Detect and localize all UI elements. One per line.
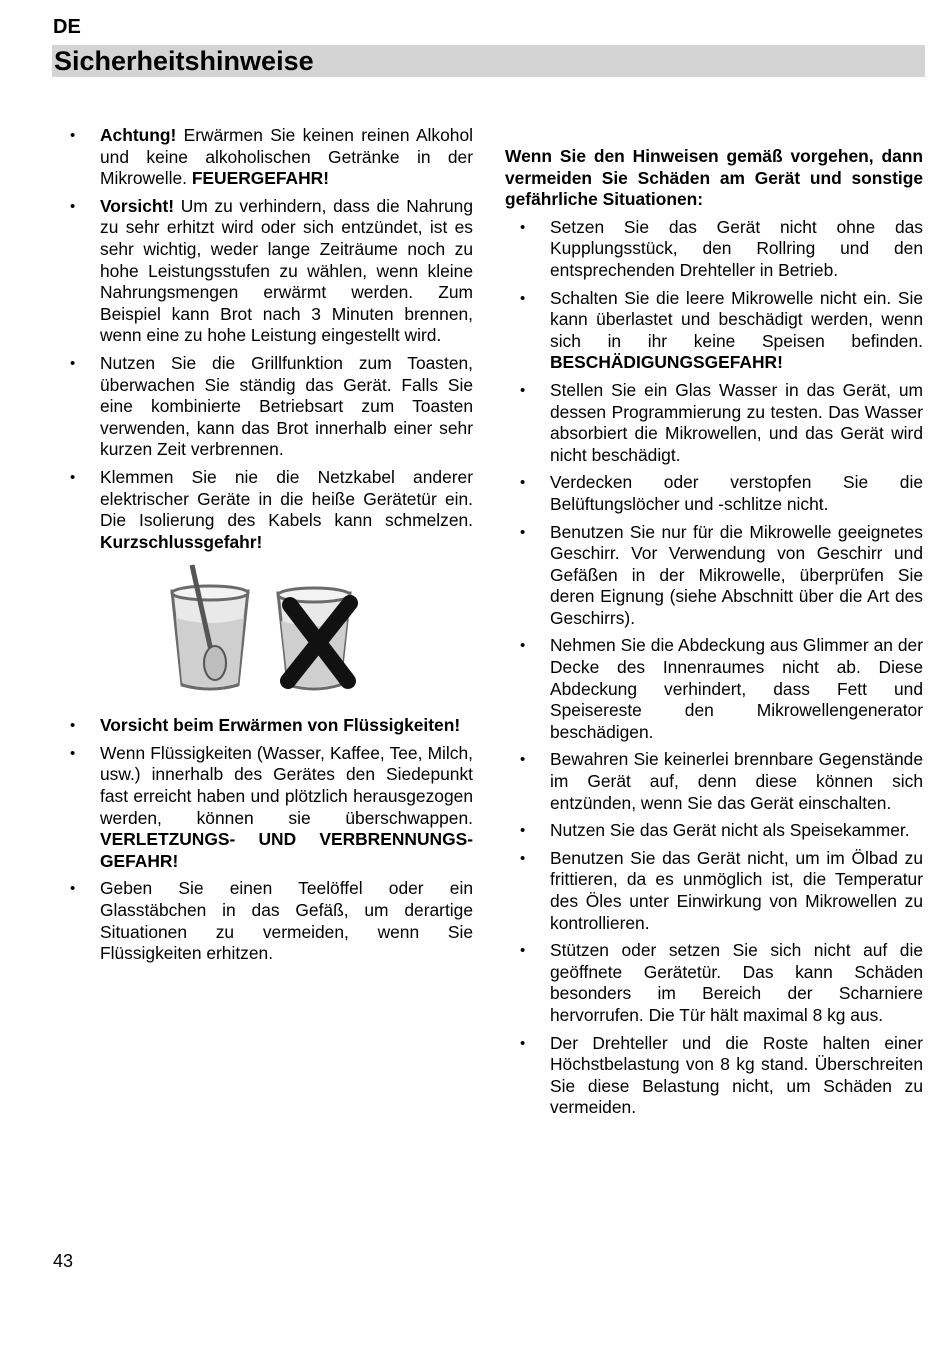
item-text: Verdecken oder verstopfen Sie die Belüftungslöcher und -schlitze nicht. <box>550 472 923 514</box>
right-column <box>505 146 923 1125</box>
item-text: Schalten Sie die leere Mikrowelle nicht ein. Sie kann überlastet und beschädigt werden, wenn sich in ihr keine Speisen befinden. <box>550 287 923 351</box>
page-number: 43 <box>53 1251 74 1271</box>
bullet-icon: • <box>70 468 76 486</box>
item-bold-warning: VERLETZUNGS- UND VERBRENNUNGS-GEFAHR! <box>100 829 473 871</box>
bullet-icon: • <box>70 717 76 735</box>
list-item <box>70 352 473 461</box>
list-item <box>70 125 473 190</box>
list-item <box>70 466 473 553</box>
right-list <box>505 217 923 1119</box>
item-text: Der Drehteller und die Roste halten einer Höchstbelastung von 8 kg stand. Überschreiten Sie diese Belastung nicht, um Schäden zu vermeiden. <box>550 1032 923 1118</box>
item-text: Nehmen Sie die Abdeckung aus Glimmer an der Decke des Innenraumes nicht ab. Diese Abdeckung verhindert, dass Fett und Speisereste den Mikrowellengenerator beschädigen. <box>550 635 923 742</box>
list-item <box>520 749 923 814</box>
left-list-top <box>70 125 473 553</box>
bullet-icon: • <box>520 849 526 867</box>
item-bold-lead: Vorsicht! <box>100 195 175 216</box>
left-list-bottom <box>70 715 473 965</box>
item-bold-warning: BESCHÄDIGUNGSGEFAHR! <box>550 352 783 373</box>
bullet-icon: • <box>520 218 526 236</box>
item-text: Wenn Flüssigkeiten (Wasser, Kaffee, Tee, Milch, usw.) innerhalb des Gerätes den Siedepunkt fast erreicht haben und plötzlich herausgezogen werden, können sie überschwappen. <box>100 742 473 828</box>
item-text: Stellen Sie ein Glas Wasser in das Gerät, um dessen Programmierung zu testen. Das Wasser absorbiert die Mikrowellen, und das Gerät wird nicht beschädigt. <box>550 379 923 465</box>
section-title-bar <box>52 45 925 77</box>
item-bold-lead: Vorsicht beim Erwärmen von Flüssigkeiten! <box>100 715 461 736</box>
item-text: Um zu verhindern, dass die Nahrung zu sehr erhitzt wird oder sich entzündet, ist es sehr wichtig, weder lange Zeiträume noch zu hohe Leistungsstufen zu wählen, wenn kleine Nahrungsmengen erwärmt werden. Zum Beispiel kann Brot nach 3 Minuten brennen, wenn eine zu hohe Leistung eingestellt wird. <box>100 195 473 346</box>
list-item <box>70 715 473 737</box>
list-item <box>520 216 923 282</box>
bullet-icon: • <box>70 127 76 144</box>
list-item <box>520 820 923 842</box>
item-text: Benutzen Sie das Gerät nicht, um im Ölbad zu frittieren, da es unmöglich ist, die Temperatur des Öles unter Einwirkung von Mikrowellen zu kontrollieren. <box>550 847 923 933</box>
list-item <box>520 635 923 743</box>
bullet-icon: • <box>520 474 526 492</box>
item-bold-warning: Kurzschlussgefahr! <box>100 531 263 552</box>
item-text: Bewahren Sie keinerlei brennbare Gegenstände im Gerät auf, denn diese können sich entzünden, wenn Sie das Gerät einschalten. <box>550 749 923 813</box>
liquid-heating-illustration <box>100 563 473 703</box>
item-text: Erwärmen Sie keinen reinen Alkohol und keine alkoholischen Getränke in der Mikrowelle. <box>100 125 473 189</box>
bullet-icon: • <box>520 822 526 840</box>
bullet-icon: • <box>520 289 526 307</box>
glass-spoon-illustration-icon <box>160 563 370 693</box>
list-item <box>520 847 923 934</box>
item-text: Geben Sie einen Teelöffel oder ein Glasstäbchen in das Gefäß, um derartige Situationen zu vermeiden, wenn Sie Flüssigkeiten erhitzen. <box>100 878 473 964</box>
item-text: Nutzen Sie das Gerät nicht als Speisekammer. <box>550 820 910 841</box>
left-column <box>70 125 473 971</box>
item-bold-warning: FEUERGEFAHR! <box>191 168 330 189</box>
page-title: Sicherheitshinweise <box>54 46 314 76</box>
bullet-icon: • <box>520 751 526 769</box>
list-item <box>520 472 923 515</box>
item-bold-lead: Achtung! <box>100 125 177 145</box>
bullet-icon: • <box>520 381 526 399</box>
bullet-icon: • <box>70 197 76 215</box>
bullet-icon: • <box>520 637 526 655</box>
list-item <box>520 287 923 374</box>
item-text: Klemmen Sie nie die Netzkabel anderer elektrischer Geräte in die heiße Gerätetür ein. Die Isolierung des Kabels kann schmelzen. <box>100 466 473 531</box>
bullet-icon: • <box>520 942 526 960</box>
list-item <box>520 521 923 630</box>
item-text: Nutzen Sie die Grillfunktion zum Toasten, überwachen Sie ständig das Gerät. Falls Sie eine kombinierte Betriebsart zum Toasten verwenden, kann das Brot innerhalb einer sehr kurzen Zeit verbrennen. <box>100 352 473 460</box>
item-text: Stützen oder setzen Sie sich nicht auf die geöffnete Gerätetür. Das kann Schäden besonders im Bereich der Scharniere hervorrufen. Die Tür hält maximal 8 kg aus. <box>550 940 923 1025</box>
list-item <box>70 878 473 964</box>
list-item <box>520 1032 923 1119</box>
list-item <box>520 379 923 466</box>
bullet-icon: • <box>70 354 76 372</box>
list-item <box>70 742 473 873</box>
right-intro: Wenn Sie den Hinweisen gemäß vorgehen, dann vermeiden Sie Schäden am Gerät und sonstige gefährliche Situationen: <box>505 146 923 210</box>
bullet-icon: • <box>520 1034 526 1052</box>
bullet-icon: • <box>70 744 76 762</box>
list-item <box>70 195 473 347</box>
item-text: Benutzen Sie nur für die Mikrowelle geeignetes Geschirr. Vor Verwendung von Geschirr und Gefäßen in der Mikrowelle, überprüfen Sie deren Eignung (siehe Abschnitt über die Art des Geschirrs). <box>550 521 923 628</box>
bullet-icon: • <box>70 880 76 898</box>
item-text: Setzen Sie das Gerät nicht ohne das Kupplungsstück, den Rollring und den entsprechenden Drehteller in Betrieb. <box>550 216 923 280</box>
list-item <box>520 940 923 1026</box>
language-code: DE <box>53 16 81 38</box>
bullet-icon: • <box>520 523 526 541</box>
